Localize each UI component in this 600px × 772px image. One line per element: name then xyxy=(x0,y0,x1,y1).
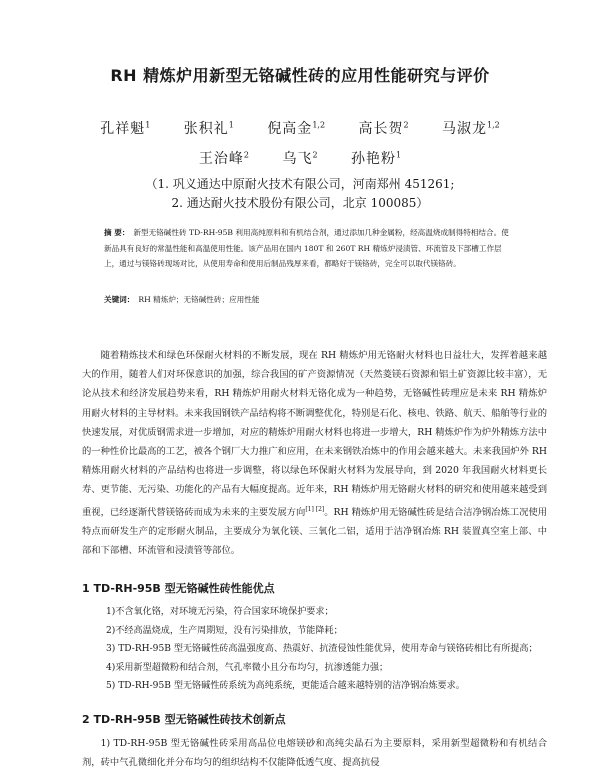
section-2-heading: 2 TD-RH-95B 型无铬碱性砖技术创新点 xyxy=(82,713,286,726)
author-name: 张积礼 xyxy=(183,121,229,137)
list-item: 5) TD-RH-95B 型无铬碱性砖系统为高纯系统，更能适合越来越特别的洁净钢冶炼要求。 xyxy=(106,681,465,692)
author-name: 乌飞 xyxy=(282,151,313,167)
author xyxy=(359,121,409,137)
keywords-label: 关键词： xyxy=(104,295,135,304)
abstract-text: 新型无铬碱性砖 TD-RH-95B 利用高纯原料和有机结合剂，通过添加几种金属粉，经高温烧成制得特相结合。使新品具有良好的常温性能和高温使用性能。该产品用在国内 180T 和 260T RH 精炼炉浸渍管、环流管及下部槽工作层上，通过与镁铬砖现场对比，从使用寿命和使用后制品残厚来看，都略好于镁铬砖，完全可以取代镁铬砖。 xyxy=(104,228,509,268)
list-item: 4)采用新型超微粉和结合剂，气孔率微小且分布均匀，抗渗透能力强； xyxy=(106,662,389,673)
author xyxy=(282,151,317,167)
author-line-1 xyxy=(0,118,600,138)
author-line-2 xyxy=(0,148,600,168)
author-affil-mark: 1 xyxy=(145,120,151,130)
author xyxy=(100,121,150,137)
author-name: 王治峰 xyxy=(198,151,244,167)
intro-text: 随着精炼技术和绿色环保耐火材料的不断发展，现在 RH 精炼炉用无铬耐火材料也日益壮大，发挥着越来越大的作用，随着人们对环保意识的加强，综合我国的矿产资源情况（天然菱镁石资源和铝土矿资源比较丰富），无论从技术和经济发展趋势来看，RH 精炼炉用耐火材料无铬化成为一种趋势，无铬碱性砖理应是未来 RH 精炼炉用耐火材料的主导材料。未来我国钢铁产品结构将不断调整优化，特别是石化、核电、铁路、航天、船舶等行业的快速发展，对优质钢需求进一步增加，对应的精炼炉用耐火材料也将进一步增大，RH 精炼炉作为炉外精炼方法中的一种性价比最高的工艺，被各个钢厂大力推广和应用，在未来钢铁冶炼中的作用会越来越大。未来我国炉外 RH 精炼用耐火材料的产品结构也将进一步调整，将以绿色环保耐火材料为发展导向，到 2020 年我国耐火材料更长寿、更节能、无污染、功能化的产品有大幅度提高。近年来，RH 精炼炉用无铬耐火材料的研究和使用越来越受到重视，已经逐渐代替镁铬砖而成为未来的主要发展方向 xyxy=(82,350,547,518)
author-name: 马淑龙 xyxy=(442,121,488,137)
intro-paragraph xyxy=(82,346,547,560)
intro-text-tail: 。RH 精炼炉用无铬碱性砖是结合洁净钢冶炼工况使用特点而研发生产的定形耐火制品，主要成分为氧化镁、三氧化二铝，适用于洁净钢冶炼 RH 装置真空室上部、中部和下部槽、环流管和浸渍管等部位。 xyxy=(82,506,547,557)
author-affil-mark: 2 xyxy=(312,150,318,160)
author-name: 高长贺 xyxy=(358,121,404,137)
author xyxy=(267,121,325,137)
citation-refs: [1] [2] xyxy=(305,505,325,513)
list-item: 2)不经高温烧成，生产周期短，没有污染排放，节能降耗； xyxy=(106,625,343,636)
keywords-text: RH 精炼炉；无铬碱性砖；应用性能 xyxy=(138,295,260,304)
section-2-paragraph: 1) TD-RH-95B 型无铬碱性砖采用高品位电熔镁砂和高纯尖晶石为主要原料，采用新型超微粉和有机结合剂，砖中气孔微细化并分布均匀的组织结构不仅能降低透气度、提高抗侵 xyxy=(82,738,547,768)
keywords xyxy=(104,294,512,305)
author-name: 倪高金 xyxy=(267,121,313,137)
abstract-label: 摘 要： xyxy=(104,228,130,237)
affiliation-line: 2. 通达耐火技术股份有限公司，北京 100085） xyxy=(171,196,429,210)
section-1-heading: 1 TD-RH-95B 型无铬碱性砖性能优点 xyxy=(82,582,275,595)
section-1-list xyxy=(82,603,547,696)
author xyxy=(351,151,401,167)
list-item: 1)不含氧化铬，对环境无污染，符合国家环境保护要求； xyxy=(106,607,334,617)
author-affil-mark: 1 xyxy=(228,120,234,130)
author-affil-mark: 1,2 xyxy=(312,120,326,130)
list-item: 3) TD-RH-95B 型无铬碱性砖高温强度高、热震好、抗渣侵蚀性能优异，使用寿命与镁铬砖相比有所提高； xyxy=(106,644,538,655)
author-affil-mark: 2 xyxy=(403,120,409,130)
author xyxy=(199,151,249,167)
affiliations xyxy=(0,175,600,213)
author-affil-mark: 2 xyxy=(243,150,249,160)
author xyxy=(442,121,500,137)
affiliation-line: （1. 巩义通达中原耐火技术有限公司，河南郑州 451261; xyxy=(145,177,455,191)
author xyxy=(184,121,234,137)
author-affil-mark: 1 xyxy=(396,150,402,160)
abstract xyxy=(104,225,512,272)
author-name: 孙艳粉 xyxy=(351,151,396,167)
author-affil-mark: 1,2 xyxy=(487,120,500,130)
paper-title: RH 精炼炉用新型无铬碱性砖的应用性能研究与评价 xyxy=(110,66,490,85)
author-name: 孔祥魁 xyxy=(100,121,146,137)
